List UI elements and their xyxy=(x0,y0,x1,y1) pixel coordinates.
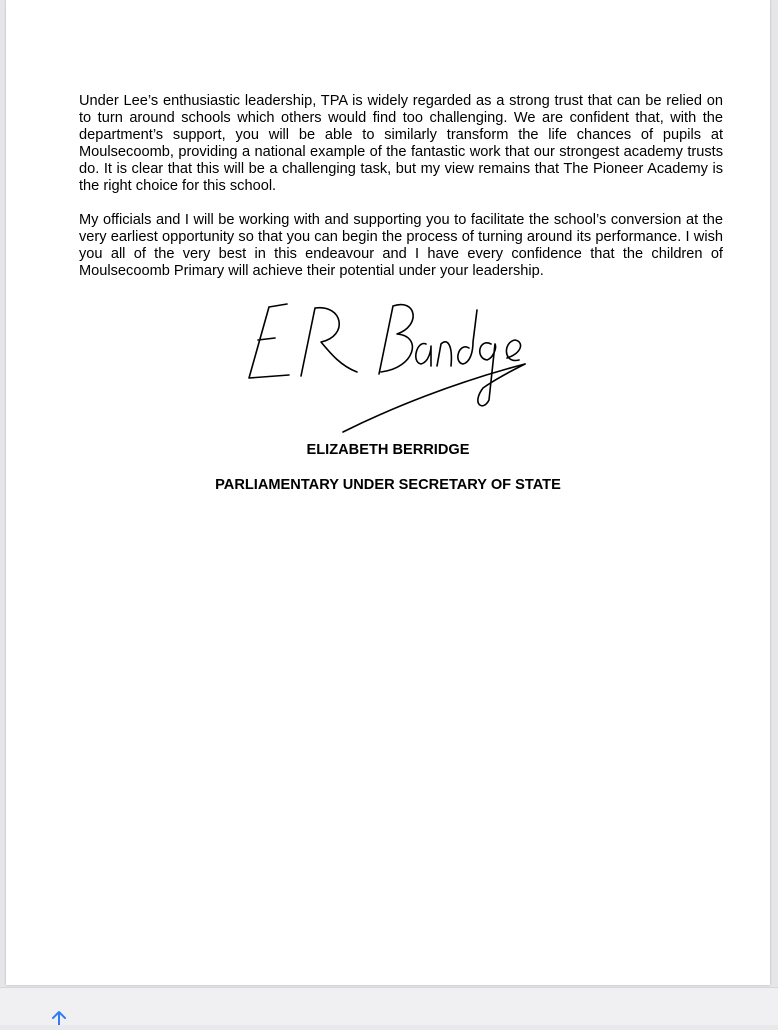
bottom-toolbar xyxy=(0,987,778,1025)
signer-name: ELIZABETH BERRIDGE xyxy=(306,442,470,458)
body-paragraph-1: Under Lee’s enthusiastic leadership, TPA is widely regarded as a strong trust that can be relied on to turn around schools which others would find too challenging. We are confident that, with the department’s support, you will be able to similarly transform the life chances of pupils at Moulsecoomb, providing a national example of the fantastic work that our strongest academy trusts do. It is clear that this will be a challenging task, but my view remains that The Pioneer Academy is the right choice for this school. xyxy=(79,93,723,194)
handwritten-signature xyxy=(221,292,541,437)
signer-title: PARLIAMENTARY UNDER SECRETARY OF STATE xyxy=(215,477,561,493)
share-icon xyxy=(46,1010,72,1025)
body-paragraph-2: My officials and I will be working with and supporting you to facilitate the school’s conversion at the very earliest opportunity so that you can begin the process of turning around its performance. I wish you all of the very best in this endeavour and I have every confidence that the children of Moulsecoomb Primary will achieve their potential under your leadership. xyxy=(79,212,723,279)
share-button[interactable] xyxy=(46,1010,72,1025)
document-page xyxy=(6,0,770,985)
